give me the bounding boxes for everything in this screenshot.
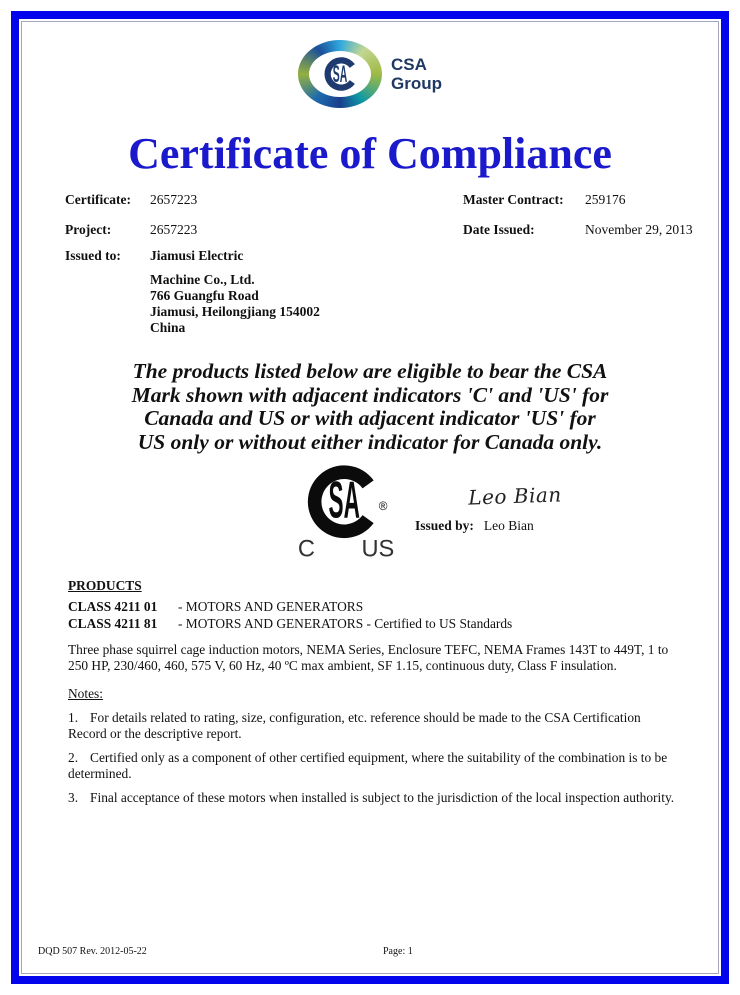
logo-monogram-letters: SA xyxy=(332,59,348,88)
note-number: 2. xyxy=(68,750,79,765)
project-value: 2657223 xyxy=(150,222,198,237)
logo-wordmark xyxy=(391,55,442,93)
mark-us-indicator: US xyxy=(361,536,395,560)
certificate-info xyxy=(0,192,740,336)
class-desc: - MOTORS AND GENERATORS xyxy=(178,599,364,614)
note-text: For details related to rating, size, configuration, etc. reference should be made to the CSA Certification Record or the descriptive report. xyxy=(68,710,641,741)
note-text: Final acceptance of these motors when installed is subject to the jurisdiction of the local inspection authority. xyxy=(90,790,675,805)
csa-swirl-icon xyxy=(298,40,382,108)
logo-line1: CSA xyxy=(391,55,427,74)
products-heading: PRODUCTS xyxy=(68,578,142,593)
note-item xyxy=(68,750,680,781)
project-label: Project: xyxy=(65,222,112,237)
statement-line: Mark shown with adjacent indicators 'C' and 'US' for xyxy=(131,382,609,407)
issued-by-line xyxy=(415,518,534,534)
certificate-value: 2657223 xyxy=(150,192,198,207)
mark-c-indicator: C xyxy=(297,536,315,560)
statement-line: US only or without either indicator for Canada only. xyxy=(137,429,603,454)
date-issued-value: November 29, 2013 xyxy=(585,222,693,237)
address-line: Machine Co., Ltd. xyxy=(150,272,255,287)
csa-group-logo xyxy=(0,0,740,108)
signature-script: Leo Bian xyxy=(467,482,563,510)
notes-heading: Notes: xyxy=(68,686,103,701)
address-line: Jiamusi, Heilongjiang 154002 xyxy=(150,304,320,319)
eligibility-statement xyxy=(0,360,740,454)
class-code: CLASS 4211 01 xyxy=(68,599,158,614)
class-row xyxy=(68,616,680,633)
issued-to-address xyxy=(150,272,550,336)
issued-by-label: Issued by: xyxy=(415,518,474,533)
issued-to-value: Jiamusi Electric xyxy=(150,248,244,263)
footer-page-number: Page: 1 xyxy=(383,946,413,957)
products-section xyxy=(68,578,680,806)
info-row-certificate xyxy=(0,192,740,222)
issued-by-value: Leo Bian xyxy=(483,518,534,533)
class-desc: - MOTORS AND GENERATORS - Certified to US Standards xyxy=(178,615,513,631)
mark-and-signature-row xyxy=(0,456,740,560)
certificate-label: Certificate: xyxy=(65,192,131,207)
statement-line: The products listed below are eligible to bear the CSA xyxy=(132,359,608,383)
note-text: Certified only as a component of other certified equipment, where the suitability of the combination is to be determined. xyxy=(68,750,668,781)
csa-monogram-icon-small xyxy=(319,53,361,95)
date-issued-label: Date Issued: xyxy=(463,222,535,237)
page-title: Certificate of Compliance xyxy=(128,129,612,178)
master-contract-label: Master Contract: xyxy=(463,192,564,207)
master-contract-value: 259176 xyxy=(585,192,626,207)
note-item xyxy=(68,710,680,741)
issued-to-label: Issued to: xyxy=(65,248,121,263)
class-list xyxy=(68,599,680,632)
statement-line: Canada and US or with adjacent indicator 'US' for xyxy=(144,406,596,430)
footer-doc-ref: DQD 507 Rev. 2012-05-22 xyxy=(38,946,147,957)
address-line: 766 Guangfu Road xyxy=(150,288,259,303)
registered-symbol: ® xyxy=(378,498,388,513)
product-description: Three phase squirrel cage induction motors, NEMA Series, Enclosure TEFC, NEMA Frames 143T to 449T, 1 to 250 HP, 230/460, 460, 575 V, 60 Hz, 40 ºC max ambient, SF 1.15, continuous duty, Class F insulation. xyxy=(68,642,669,673)
info-row-issued-to xyxy=(0,248,740,272)
info-row-project xyxy=(0,222,740,248)
note-number: 3. xyxy=(68,790,79,805)
class-code: CLASS 4211 81 xyxy=(68,615,158,631)
address-line: China xyxy=(150,320,186,335)
logo-line2: Group xyxy=(391,74,442,93)
mark-monogram-letters: SA xyxy=(328,472,360,530)
csa-certification-mark-icon xyxy=(296,458,396,560)
note-number: 1. xyxy=(68,710,79,725)
class-row xyxy=(68,599,680,616)
note-item xyxy=(68,790,680,806)
